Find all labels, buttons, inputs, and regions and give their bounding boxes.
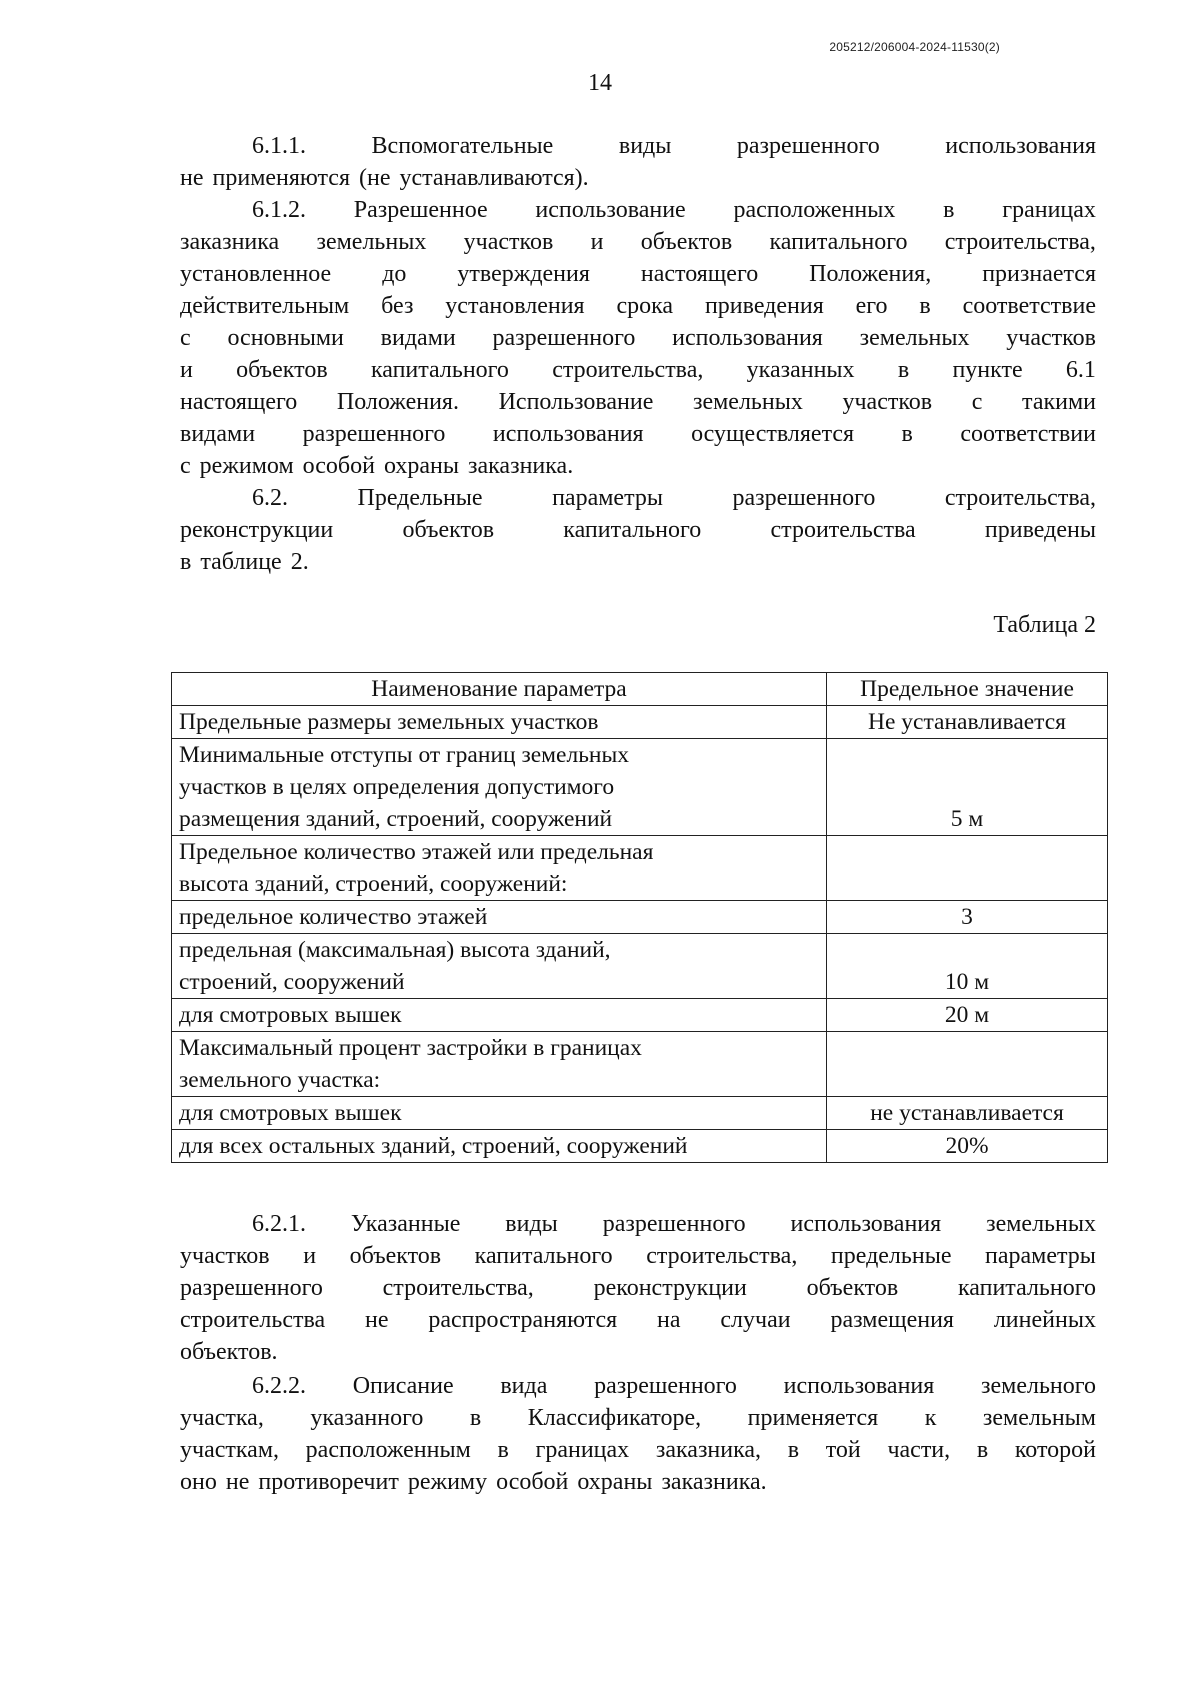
word: Вспомогательные [371,133,554,159]
word: участков [180,1243,270,1269]
word: предельные [830,1243,952,1269]
paragraph-line [180,546,1096,578]
table-row [172,901,1108,934]
paragraph-line [180,258,1096,290]
word: 6.1.1. [252,133,306,159]
parameter-value-cell: 20% [827,1130,1108,1163]
paragraph-line [180,1466,1096,1498]
word: земельных [986,1211,1096,1237]
word: использования [783,1373,935,1399]
word: устанавливаются). [399,165,589,191]
word: капитального [769,229,908,255]
paragraph-line [180,1240,1096,1272]
parameter-name-line: размещения зданий, строений, сооружений [179,806,613,832]
word: строительства, [552,357,704,383]
word: особой [496,1469,569,1495]
word: его [855,293,888,319]
word: которой [1014,1437,1096,1463]
word: указанного [310,1405,424,1431]
word: таблице [200,549,282,575]
word: строительства [180,1307,326,1333]
word: капитального [370,357,509,383]
parameter-name-cell [172,1032,827,1097]
word: виды [505,1211,558,1237]
table-header-row [172,673,1108,706]
parameter-value-cell: 10 м [827,934,1108,999]
parameter-name-cell: для смотровых вышек [172,999,827,1032]
parameter-name-line: Предельное количество этажей или предельная [179,839,654,865]
parameter-name-line: участков в целях определения допустимого [179,774,615,800]
word: охраны [577,1469,653,1495]
word: применяются [212,165,350,191]
word: земельных [692,389,803,415]
paragraph-line [180,1370,1096,1402]
word: строительства, [944,485,1096,511]
word: Разрешенное [353,197,488,223]
word: указанных [746,357,855,383]
word: настоящего [640,261,759,287]
parameter-value-cell: 5 м [827,739,1108,836]
word: Указанные [350,1211,461,1237]
document-id: 205212/206004-2024-11530(2) [829,40,1000,54]
word: на [657,1307,681,1333]
word: в [469,1405,482,1431]
parameter-name-cell: для всех остальных зданий, строений, сооружений [172,1130,827,1163]
paragraph-6-2-1 [180,1208,1096,1368]
parameter-value-cell [827,836,1108,901]
word: 2. [290,549,309,575]
word: участков [463,229,554,255]
word: в [943,197,955,223]
word: срока [616,293,674,319]
parameters-table [171,672,1108,1163]
word: и [180,357,193,383]
paragraph-line [180,386,1096,418]
page-number: 14 [588,70,612,96]
word: строительства, [646,1243,798,1269]
word: действительным [180,293,350,319]
paragraph-line [180,162,1096,194]
word: параметры [552,485,663,511]
word: заказника, [655,1437,762,1463]
word: разрешенного [732,485,876,511]
word: объектов [236,357,328,383]
word: в [976,1437,989,1463]
word: капитального [957,1275,1096,1301]
word: в [787,1437,800,1463]
word: до [382,261,407,287]
word: объектов [349,1243,442,1269]
word: распространяются [428,1307,618,1333]
word: Положения. [336,389,459,415]
word: Использование [498,389,654,415]
word: 6.2.2. [252,1373,306,1399]
word: участков [842,389,933,415]
word: (не [359,165,391,191]
paragraph-6-2 [180,482,1096,578]
word: случаи [720,1307,791,1333]
word: заказника [180,229,280,255]
word: особой [302,453,375,479]
word: соответствие [962,293,1096,319]
table-row [172,836,1108,901]
word: установленное [180,261,332,287]
word: использования [492,421,644,447]
parameter-name-cell: Предельные размеры земельных участков [172,706,827,739]
word: участка, [180,1405,264,1431]
parameter-name-cell [172,934,827,999]
word: 6.2.1. [252,1211,306,1237]
table-caption: Таблица 2 [993,612,1096,638]
word: пункте [952,357,1023,383]
parameter-name-cell [172,739,827,836]
word: и [590,229,604,255]
word: не [225,1469,250,1495]
word: в [180,549,192,575]
paragraph-line [180,1272,1096,1304]
parameter-name-cell [172,836,827,901]
paragraph-line [180,1304,1096,1336]
word: капитального [563,517,702,543]
word: капитального [474,1243,613,1269]
word: строительства [770,517,916,543]
parameter-value-cell: 20 м [827,999,1108,1032]
parameter-value-cell: Не устанавливается [827,706,1108,739]
word: реконструкции [593,1275,747,1301]
word: охраны [383,453,459,479]
word: в [897,357,910,383]
paragraph-line [180,322,1096,354]
word: настоящего [180,389,298,415]
word: объектов [640,229,733,255]
word: земельных [859,325,970,351]
word: объектов. [180,1339,278,1365]
word: видами [180,421,256,447]
table-row [172,934,1108,999]
word: и [303,1243,317,1269]
word: строительства, [382,1275,534,1301]
paragraph-line [180,1402,1096,1434]
word: границах [535,1437,630,1463]
word: в [919,293,931,319]
word: 6.1.2. [252,197,306,223]
word: приведения [704,293,824,319]
word: строительства, [944,229,1096,255]
word: соответствии [960,421,1096,447]
word: разрешенного [492,325,636,351]
paragraph-line [180,130,1096,162]
parameter-name-cell: для смотровых вышек [172,1097,827,1130]
word: заказника. [661,1469,767,1495]
word: основными [227,325,344,351]
word: участкам, [180,1437,279,1463]
word: заказника. [468,453,574,479]
word: размещения [830,1307,954,1333]
paragraph-line [180,418,1096,450]
paragraph-line [180,1208,1096,1240]
word: разрешенного [736,133,880,159]
word: в [901,421,913,447]
word: виды [618,133,672,159]
word: разрешенного [180,1275,323,1301]
word: в [497,1437,509,1463]
word: Описание [352,1373,454,1399]
table-row [172,1097,1108,1130]
word: земельным [982,1405,1096,1431]
word: не [365,1307,389,1333]
word: Классификаторе, [527,1405,702,1431]
paragraph-line [180,226,1096,258]
table-row [172,1130,1108,1163]
paragraph-line [180,1434,1096,1466]
word: использования [790,1211,942,1237]
word: той [825,1437,861,1463]
word: расположенным [305,1437,471,1463]
word: участков [1006,325,1096,351]
paragraph-line [180,1336,1096,1368]
word: Положения, [809,261,932,287]
word: с [180,453,191,479]
word: линейных [993,1307,1096,1333]
word: без [381,293,414,319]
word: разрешенного [302,421,446,447]
parameter-name-line: высота зданий, строений, сооружений: [179,871,568,897]
table-row [172,1032,1108,1097]
word: к [924,1405,937,1431]
word: осуществляется [691,421,855,447]
word: разрешенного [602,1211,746,1237]
word: режимом [199,453,294,479]
word: 6.1 [1065,357,1096,383]
word: реконструкции [180,517,334,543]
paragraph-6-1-2 [180,194,1096,482]
parameter-name-line: земельного участка: [179,1067,381,1093]
paragraph-line [180,450,1096,482]
paragraph-6-2-2 [180,1370,1096,1498]
word: расположенных [733,197,896,223]
word: границах [1002,197,1096,223]
word: установления [445,293,585,319]
word: использования [672,325,823,351]
word: применяется [747,1405,879,1431]
paragraph-line [180,354,1096,386]
word: земельных [316,229,427,255]
word: параметры [985,1243,1096,1269]
parameter-value-cell [827,1032,1108,1097]
word: не [180,165,204,191]
parameter-name-cell: предельное количество этажей [172,901,827,934]
word: части, [887,1437,951,1463]
word: разрешенного [594,1373,737,1399]
table-header-name: Наименование параметра [172,673,827,706]
word: Предельные [357,485,483,511]
word: такими [1022,389,1096,415]
paragraph-6-1-1 [180,130,1096,194]
table-row [172,999,1108,1032]
paragraph-line [180,482,1096,514]
paragraph-line [180,194,1096,226]
parameter-value-cell: 3 [827,901,1108,934]
word: вида [500,1373,548,1399]
word: утверждения [457,261,590,287]
table-row [172,739,1108,836]
paragraph-line [180,514,1096,546]
parameter-name-line: строений, сооружений [179,969,405,995]
paragraph-line [180,290,1096,322]
word: признается [982,261,1096,287]
word: объектов [806,1275,899,1301]
parameter-name-line: Минимальные отступы от границ земельных [179,742,630,768]
table-header-value: Предельное значение [827,673,1108,706]
table-row [172,706,1108,739]
word: противоречит [258,1469,399,1495]
word: 6.2. [252,485,288,511]
word: с [971,389,983,415]
word: режиму [407,1469,488,1495]
word: использования [945,133,1096,159]
parameter-name-line: Максимальный процент застройки в границах [179,1035,642,1061]
word: объектов [402,517,495,543]
word: земельного [981,1373,1096,1399]
word: использование [535,197,686,223]
parameter-name-line: предельная (максимальная) высота зданий, [179,937,611,963]
word: с [180,325,191,351]
word: оно [180,1469,217,1495]
parameter-value-cell: не устанавливается [827,1097,1108,1130]
word: видами [380,325,456,351]
word: приведены [984,517,1096,543]
